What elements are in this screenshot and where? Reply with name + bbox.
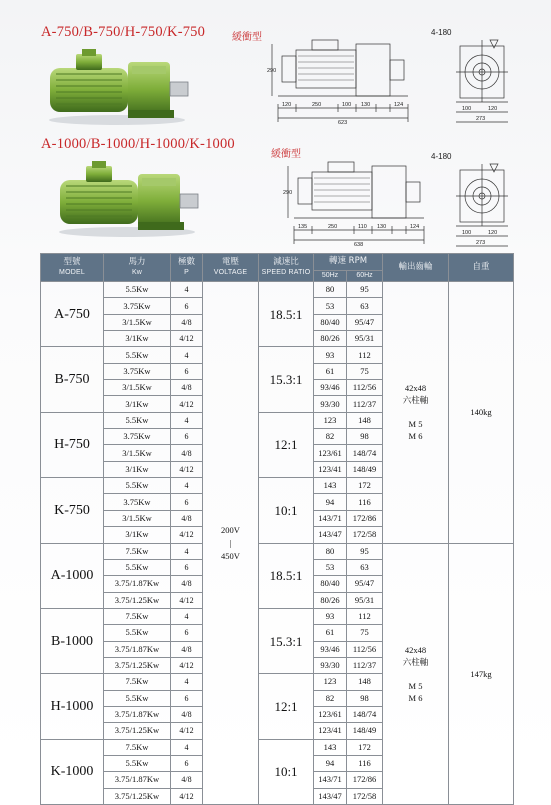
pole-cell: 4/8 [171, 380, 203, 396]
rpm-50hz-cell: 143 [314, 478, 347, 494]
power-cell: 3.75/1.25Kw [104, 723, 171, 739]
rpm-60hz-cell: 148/49 [347, 461, 383, 477]
rpm-60hz-cell: 95 [347, 282, 383, 298]
rpm-50hz-cell: 61 [314, 363, 347, 379]
side-view-drawing-1000-icon [284, 152, 440, 250]
rpm-50hz-cell: 94 [314, 755, 347, 771]
rpm-60hz-cell: 148 [347, 674, 383, 690]
pole-cell: 6 [171, 494, 203, 510]
rpm-60hz-cell: 112 [347, 347, 383, 363]
rpm-60hz-cell: 172 [347, 739, 383, 755]
pole-cell: 4/8 [171, 772, 203, 788]
rpm-50hz-cell: 80/26 [314, 592, 347, 608]
pole-cell: 4/12 [171, 527, 203, 543]
rpm-60hz-cell: 148/74 [347, 706, 383, 722]
model-name: H-750 [41, 412, 104, 477]
header-rpm: 轉速 RPM [314, 254, 383, 271]
power-cell: 3/1.5Kw [104, 314, 171, 330]
model-name: H-1000 [41, 674, 104, 739]
rpm-60hz-cell: 172 [347, 478, 383, 494]
voltage-cell [203, 282, 259, 805]
rpm-50hz-cell: 80/40 [314, 576, 347, 592]
side-dim-3: 110 [358, 224, 367, 230]
pole-cell: 6 [171, 625, 203, 641]
power-cell: 5.5Kw [104, 559, 171, 575]
gear-motor-photo-icon [52, 158, 202, 238]
side-dim-2: 250 [328, 224, 338, 230]
speed-ratio-cell: 12:1 [259, 412, 314, 477]
pole-cell: 4/8 [171, 641, 203, 657]
pole-cell: 4/8 [171, 510, 203, 526]
rpm-50hz-cell: 82 [314, 690, 347, 706]
pole-cell: 4/12 [171, 461, 203, 477]
end-dim-total: 273 [476, 116, 486, 122]
side-dim-2: 250 [312, 102, 322, 108]
rpm-60hz-cell: 116 [347, 494, 383, 510]
power-cell: 3.75Kw [104, 494, 171, 510]
weight-cell: 140kg [449, 282, 514, 544]
output-shaft-cell [383, 543, 449, 805]
rpm-60hz-cell: 95/47 [347, 576, 383, 592]
header-pole: 極數 P [171, 254, 203, 282]
pole-cell: 4 [171, 543, 203, 559]
rpm-50hz-cell: 53 [314, 559, 347, 575]
rpm-50hz-cell: 80/26 [314, 331, 347, 347]
rpm-50hz-cell: 123/41 [314, 461, 347, 477]
side-dim-4: 130 [361, 102, 371, 108]
rpm-50hz-cell: 123 [314, 412, 347, 428]
end-note-750: 4-180 [431, 28, 452, 37]
header-voltage: 電壓 VOLTAGE [203, 254, 259, 282]
pole-cell: 4/8 [171, 314, 203, 330]
rpm-60hz-cell: 98 [347, 429, 383, 445]
end-dim-1: 100 [462, 106, 472, 112]
header-shaft: 輸出齒輪 [383, 254, 449, 282]
side-dim-5: 124 [394, 102, 404, 108]
power-cell: 5.5Kw [104, 282, 171, 298]
pole-cell: 6 [171, 429, 203, 445]
rpm-60hz-cell: 98 [347, 690, 383, 706]
rpm-60hz-cell: 112 [347, 608, 383, 624]
rpm-50hz-cell: 61 [314, 625, 347, 641]
speed-ratio-cell: 10:1 [259, 478, 314, 543]
rpm-60hz-cell: 116 [347, 755, 383, 771]
rpm-60hz-cell: 172/58 [347, 527, 383, 543]
rpm-60hz-cell: 112/37 [347, 657, 383, 673]
pole-cell: 4/12 [171, 592, 203, 608]
header-50hz: 50Hz [314, 271, 347, 282]
product-title-750: A-750/B-750/H-750/K-750 [41, 24, 206, 40]
side-view-drawing-750-icon [268, 30, 424, 128]
power-cell: 7.5Kw [104, 674, 171, 690]
pole-cell: 4/12 [171, 788, 203, 804]
header-ratio: 減速比 SPEED RATIO [259, 254, 314, 282]
rpm-60hz-cell: 112/56 [347, 380, 383, 396]
product-title-1000: A-1000/B-1000/H-1000/K-1000 [41, 136, 235, 152]
pole-cell: 4 [171, 412, 203, 428]
rpm-60hz-cell: 75 [347, 625, 383, 641]
rpm-60hz-cell: 95 [347, 543, 383, 559]
rpm-50hz-cell: 123/61 [314, 445, 347, 461]
rpm-60hz-cell: 63 [347, 559, 383, 575]
output-shaft-cell-line: M 6 [408, 692, 423, 703]
side-dim-5: 124 [410, 224, 420, 230]
spec-table-body [41, 282, 514, 805]
output-shaft-cell-line: M 5 [408, 419, 423, 430]
power-cell: 7.5Kw [104, 739, 171, 755]
rpm-50hz-cell: 93/46 [314, 641, 347, 657]
rpm-50hz-cell: 93/46 [314, 380, 347, 396]
rpm-60hz-cell: 148 [347, 412, 383, 428]
power-cell: 5.5Kw [104, 690, 171, 706]
pole-cell: 4 [171, 608, 203, 624]
side-dim-1: 135 [298, 224, 308, 230]
pole-cell: 6 [171, 690, 203, 706]
rpm-60hz-cell: 95/31 [347, 331, 383, 347]
product-subtitle-1000: 緩衝型 [271, 149, 301, 160]
voltage-cell-line: | [229, 537, 232, 548]
model-name: A-750 [41, 282, 104, 347]
header-weight: 自重 [449, 254, 514, 282]
pole-cell: 4 [171, 478, 203, 494]
power-cell: 3/1.5Kw [104, 380, 171, 396]
gear-motor-photo-icon [42, 46, 192, 126]
end-view-drawing-1000-icon [452, 164, 514, 250]
power-cell: 7.5Kw [104, 543, 171, 559]
spec-table [40, 253, 514, 805]
output-shaft-cell-line: 六柱軸 [402, 656, 429, 667]
model-name: K-750 [41, 478, 104, 543]
model-name: K-1000 [41, 739, 104, 804]
pole-cell: 6 [171, 363, 203, 379]
pole-cell: 4 [171, 674, 203, 690]
power-cell: 3.75Kw [104, 429, 171, 445]
rpm-50hz-cell: 80/40 [314, 314, 347, 330]
power-cell: 3.75/1.25Kw [104, 592, 171, 608]
model-name: B-1000 [41, 608, 104, 673]
end-dim-2: 120 [488, 230, 498, 236]
power-cell: 3.75Kw [104, 363, 171, 379]
rpm-60hz-cell: 172/86 [347, 772, 383, 788]
rpm-50hz-cell: 123 [314, 674, 347, 690]
voltage-cell-line: 450V [221, 550, 240, 561]
header-model: 型號 MODEL [41, 254, 104, 282]
rpm-50hz-cell: 143/47 [314, 788, 347, 804]
pole-cell: 4 [171, 347, 203, 363]
power-cell: 3.75Kw [104, 298, 171, 314]
pole-cell: 4 [171, 282, 203, 298]
speed-ratio-cell: 18.5:1 [259, 543, 314, 608]
rpm-50hz-cell: 143/47 [314, 527, 347, 543]
output-shaft-cell-line: 六柱軸 [402, 395, 429, 406]
output-shaft-cell [383, 282, 449, 544]
pole-cell: 6 [171, 755, 203, 771]
speed-ratio-cell: 18.5:1 [259, 282, 314, 347]
header-power: 馬力 Kw [104, 254, 171, 282]
power-cell: 3/1Kw [104, 331, 171, 347]
pole-cell: 4/12 [171, 331, 203, 347]
voltage-cell-line: 200V [221, 524, 240, 535]
output-shaft-cell-line: M 5 [408, 680, 423, 691]
rpm-50hz-cell: 93/30 [314, 396, 347, 412]
rpm-50hz-cell: 80 [314, 282, 347, 298]
side-dim-height: 290 [267, 68, 277, 74]
power-cell: 3/1Kw [104, 461, 171, 477]
pole-cell: 4/8 [171, 445, 203, 461]
header-60hz: 60Hz [347, 271, 383, 282]
pole-cell: 4/12 [171, 657, 203, 673]
side-dim-total: 638 [354, 242, 364, 248]
table-row [41, 543, 514, 559]
rpm-60hz-cell: 148/74 [347, 445, 383, 461]
rpm-50hz-cell: 123/61 [314, 706, 347, 722]
rpm-50hz-cell: 93 [314, 608, 347, 624]
power-cell: 5.5Kw [104, 755, 171, 771]
rpm-50hz-cell: 143/71 [314, 510, 347, 526]
rpm-60hz-cell: 112/56 [347, 641, 383, 657]
model-name: A-1000 [41, 543, 104, 608]
power-cell: 3/1.5Kw [104, 445, 171, 461]
rpm-60hz-cell: 75 [347, 363, 383, 379]
end-dim-1: 100 [462, 230, 472, 236]
table-row [41, 282, 514, 298]
speed-ratio-cell: 12:1 [259, 674, 314, 739]
rpm-50hz-cell: 123/41 [314, 723, 347, 739]
rpm-60hz-cell: 95/31 [347, 592, 383, 608]
rpm-60hz-cell: 112/37 [347, 396, 383, 412]
power-cell: 5.5Kw [104, 625, 171, 641]
rpm-50hz-cell: 82 [314, 429, 347, 445]
side-dim-1: 120 [282, 102, 292, 108]
power-cell: 5.5Kw [104, 412, 171, 428]
rpm-60hz-cell: 172/58 [347, 788, 383, 804]
side-dim-4: 130 [377, 224, 387, 230]
pole-cell: 4/8 [171, 576, 203, 592]
rpm-60hz-cell: 63 [347, 298, 383, 314]
rpm-50hz-cell: 93/30 [314, 657, 347, 673]
pole-cell: 6 [171, 559, 203, 575]
end-view-drawing-750-icon [452, 40, 514, 126]
product-subtitle-750: 緩衝型 [232, 32, 262, 43]
power-cell: 3/1.5Kw [104, 510, 171, 526]
rpm-50hz-cell: 80 [314, 543, 347, 559]
power-cell: 3/1Kw [104, 527, 171, 543]
output-shaft-cell-line: 42x48 [404, 383, 427, 394]
speed-ratio-cell: 15.3:1 [259, 608, 314, 673]
power-cell: 3.75/1.25Kw [104, 657, 171, 673]
power-cell: 3/1Kw [104, 396, 171, 412]
power-cell: 3.75/1.87Kw [104, 706, 171, 722]
power-cell: 7.5Kw [104, 608, 171, 624]
end-dim-2: 120 [488, 106, 498, 112]
power-cell: 5.5Kw [104, 478, 171, 494]
pole-cell: 4/12 [171, 723, 203, 739]
rpm-60hz-cell: 172/86 [347, 510, 383, 526]
rpm-50hz-cell: 143 [314, 739, 347, 755]
power-cell: 5.5Kw [104, 347, 171, 363]
pole-cell: 4 [171, 739, 203, 755]
power-cell: 3.75/1.87Kw [104, 641, 171, 657]
pole-cell: 4/8 [171, 706, 203, 722]
power-cell: 3.75/1.87Kw [104, 576, 171, 592]
weight-cell: 147kg [449, 543, 514, 805]
end-dim-total: 273 [476, 240, 486, 246]
power-cell: 3.75/1.87Kw [104, 772, 171, 788]
power-cell: 3.75/1.25Kw [104, 788, 171, 804]
output-shaft-cell-line: M 6 [408, 431, 423, 442]
rpm-60hz-cell: 148/49 [347, 723, 383, 739]
pole-cell: 4/12 [171, 396, 203, 412]
end-note-1000: 4-180 [431, 152, 452, 161]
rpm-50hz-cell: 143/71 [314, 772, 347, 788]
rpm-60hz-cell: 95/47 [347, 314, 383, 330]
rpm-50hz-cell: 93 [314, 347, 347, 363]
speed-ratio-cell: 15.3:1 [259, 347, 314, 412]
output-shaft-cell-line: 42x48 [404, 644, 427, 655]
model-name: B-750 [41, 347, 104, 412]
side-dim-height: 290 [283, 190, 293, 196]
pole-cell: 6 [171, 298, 203, 314]
rpm-50hz-cell: 53 [314, 298, 347, 314]
rpm-50hz-cell: 94 [314, 494, 347, 510]
speed-ratio-cell: 10:1 [259, 739, 314, 804]
side-dim-3: 100 [342, 102, 352, 108]
side-dim-total: 623 [338, 120, 348, 126]
